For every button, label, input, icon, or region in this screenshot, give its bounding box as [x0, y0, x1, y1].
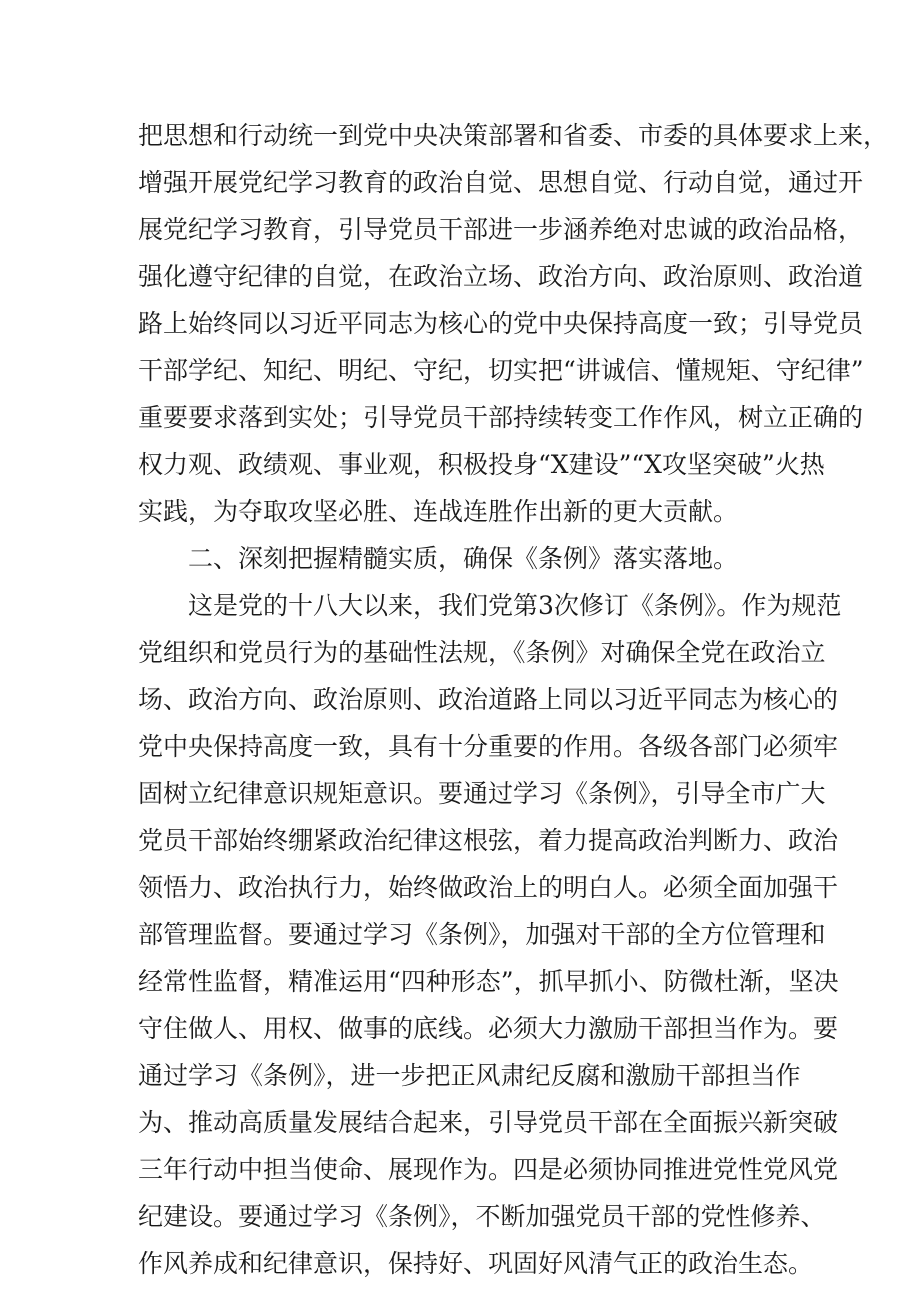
paragraph-line: 场、政治方向、政治原则、政治道路上同以习近平同志为核心的 [138, 685, 839, 714]
paragraph-line: 三年行动中担当使命、展现作为。四是必须协同推进党性党风党 [138, 1155, 839, 1184]
paragraph-line: 权力观、政绩观、事业观，积极投身“X建设”“X攻坚突破”火热 [138, 450, 825, 479]
paragraph-line: 守住做人、用权、做事的底线。必须大力激励干部担当作为。要 [138, 1014, 839, 1043]
paragraph-line: 重要要求落到实处；引导党员干部持续转变工作作风，树立正确的 [138, 403, 864, 432]
paragraph-line: 经常性监督，精准运用“四种形态”，抓早抓小、防微杜渐，坚决 [138, 967, 839, 996]
paragraph-line: 党中央保持高度一致，具有十分重要的作用。各级各部门必须牢 [138, 732, 839, 761]
paragraph-line: 展党纪学习教育，引导党员干部进一步涵养绝对忠诚的政治品格， [138, 215, 864, 244]
paragraph-1 [138, 112, 889, 535]
section-heading: 二、深刻把握精髓实质，确保《条例》落实落地。 [188, 544, 739, 573]
paragraph-line: 作风养成和纪律意识，保持好、巩固好风清气正的政治生态。 [138, 1249, 814, 1278]
paragraph-line: 路上始终同以习近平同志为核心的党中央保持高度一致；引导党员 [138, 309, 864, 338]
paragraph-line: 党员干部始终绷紧政治纪律这根弦，着力提高政治判断力、政治 [138, 826, 839, 855]
paragraph-line: 干部学纪、知纪、明纪、守纪，切实把“讲诚信、懂规矩、守纪律” [138, 356, 864, 385]
paragraph-2 [138, 582, 842, 1287]
paragraph-line: 固树立纪律意识规矩意识。要通过学习《条例》，引导全市广大 [138, 779, 826, 808]
paragraph-line: 实践，为夺取攻坚必胜、连战连胜作出新的更大贡献。 [138, 497, 739, 526]
paragraph-line: 党组织和党员行为的基础性法规，《条例》对确保全党在政治立 [138, 638, 826, 667]
paragraph-line: 领悟力、政治执行力，始终做政治上的明白人。必须全面加强干 [138, 873, 839, 902]
paragraph-line: 部管理监督。要通过学习《条例》，加强对干部的全方位管理和 [138, 920, 826, 949]
document-body [138, 112, 889, 1287]
paragraph-line: 通过学习《条例》，进一步把正风肃纪反腐和激励干部担当作 [138, 1061, 801, 1090]
paragraph-line: 把思想和行动统一到党中央决策部署和省委、市委的具体要求上来， [138, 121, 889, 150]
paragraph-line: 这是党的十八大以来，我们党第3次修订《条例》。作为规范 [188, 591, 842, 620]
paragraph-line: 为、推动高质量发展结合起来，引导党员干部在全面振兴新突破 [138, 1108, 839, 1137]
paragraph-line: 强化遵守纪律的自觉，在政治立场、政治方向、政治原则、政治道 [138, 262, 864, 291]
paragraph-line: 纪建设。要通过学习《条例》，不断加强党员干部的党性修养、 [138, 1202, 826, 1231]
paragraph-line: 增强开展党纪学习教育的政治自觉、思想自觉、行动自觉，通过开 [138, 168, 864, 197]
